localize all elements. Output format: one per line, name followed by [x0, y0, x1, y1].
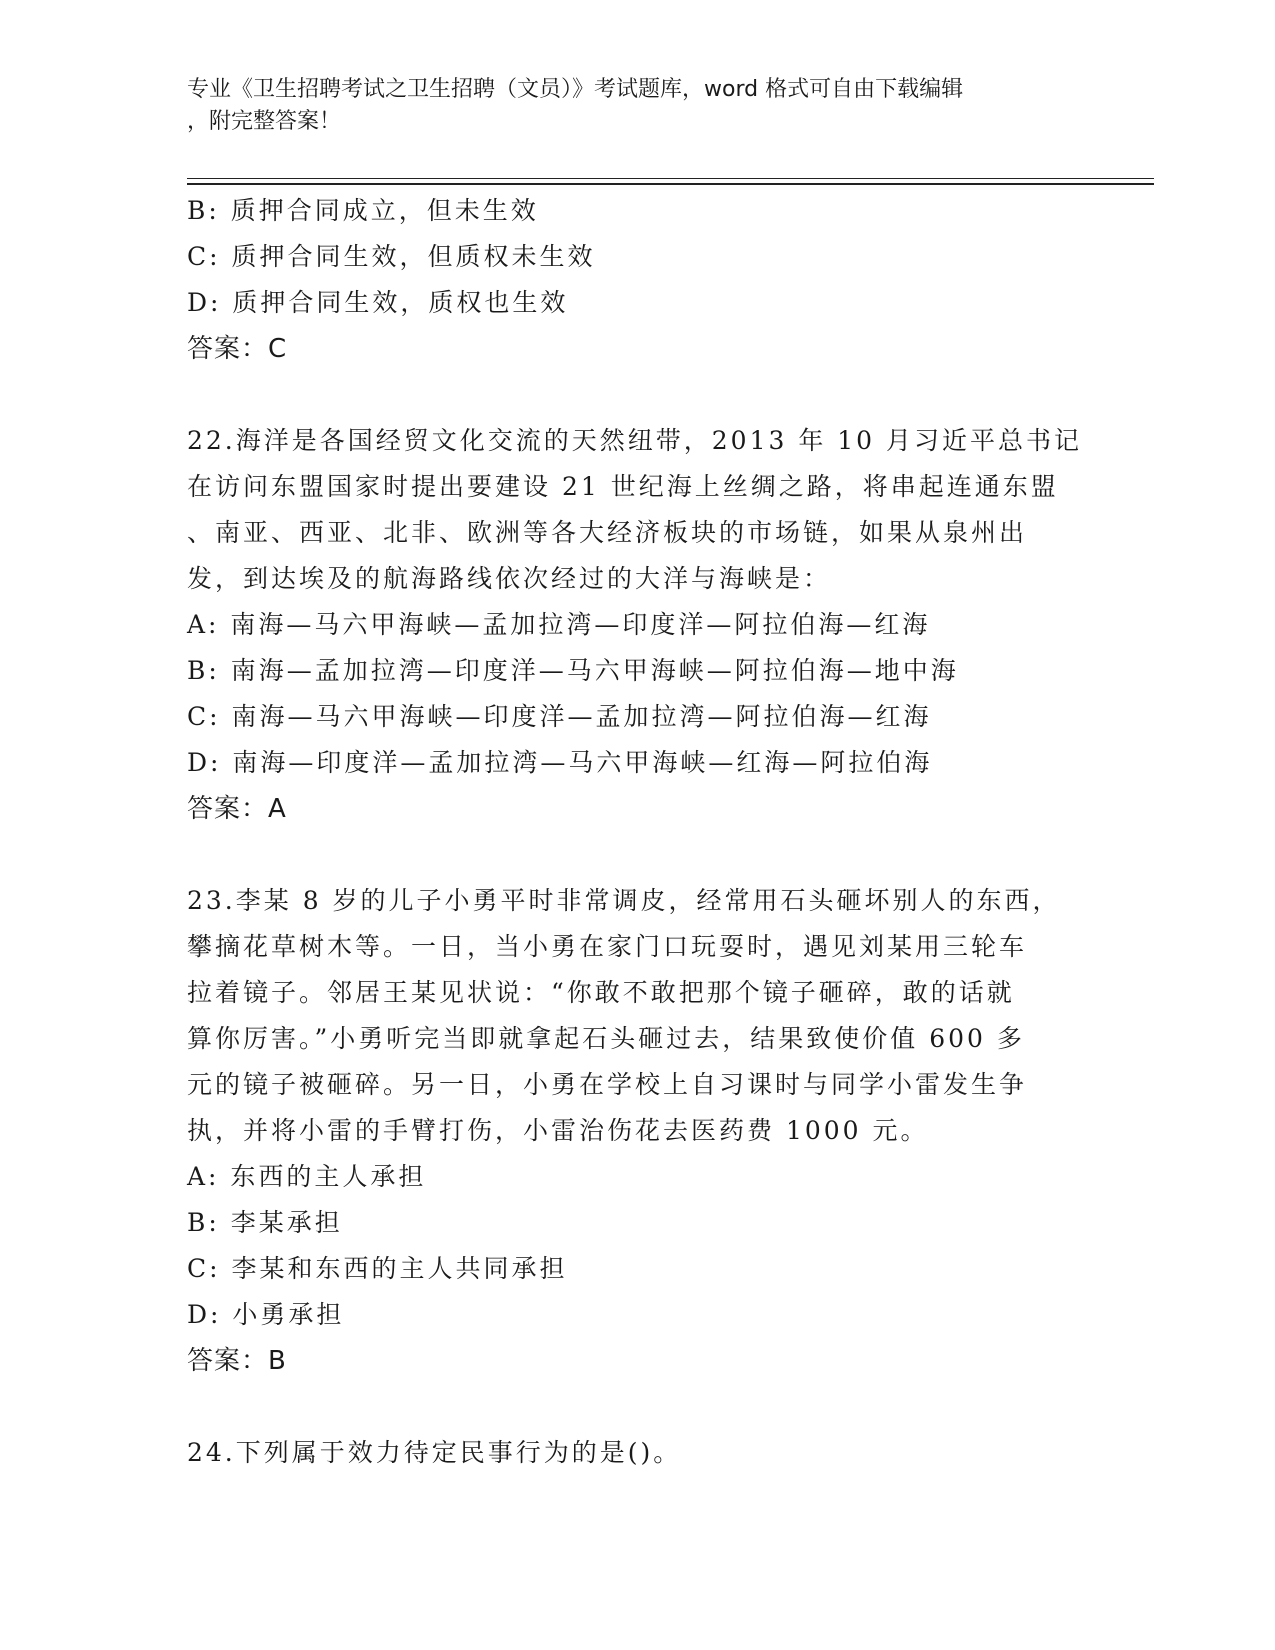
- header-rule-thick: [187, 183, 1154, 185]
- question-stem-line: 攀摘花草树木等。一日，当小勇在家门口玩耍时，遇见刘某用三轮车: [187, 932, 1028, 961]
- question-24: [187, 1430, 1067, 1476]
- option-b: B: 南海—孟加拉湾—印度洋—马六甲海峡—阿拉伯海—地中海: [187, 656, 959, 685]
- option-b: B: 质押合同成立，但未生效: [187, 196, 539, 225]
- question-23: [187, 878, 1067, 1384]
- question-stem-line: 发，到达埃及的航海路线依次经过的大洋与海峡是：: [187, 564, 832, 593]
- answer: 答案：A: [187, 794, 287, 824]
- document-body: [187, 188, 1083, 1476]
- header-line-2: ，附完整答案！: [187, 109, 342, 134]
- answer: 答案：C: [187, 334, 288, 364]
- question-stem-line: 元的镜子被砸碎。另一日，小勇在学校上自习课时与同学小雷发生争: [187, 1070, 1028, 1099]
- question-stem-line: 23.李某 8 岁的儿子小勇平时非常调皮，经常用石头砸坏别人的东西，: [187, 886, 1061, 915]
- option-c: C: 南海—马六甲海峡—印度洋—孟加拉湾—阿拉伯海—红海: [187, 702, 932, 731]
- question-22: [187, 418, 1083, 832]
- option-d: D: 南海—印度洋—孟加拉湾—马六甲海峡—红海—阿拉伯海: [187, 748, 933, 777]
- question-stem-line: 算你厉害。”小勇听完当即就拿起石头砸过去，结果致使价值 600 多: [187, 1024, 1025, 1053]
- question-stem-line: 执，并将小雷的手臂打伤，小雷治伤花去医药费 1000 元。: [187, 1116, 929, 1145]
- answer: 答案：B: [187, 1346, 287, 1376]
- option-c: C: 李某和东西的主人共同承担: [187, 1254, 568, 1283]
- question-stem-line: 拉着镜子。邻居王某见状说：“你敢不敢把那个镜子砸碎，敢的话就: [187, 978, 1015, 1007]
- question-21: [187, 188, 1067, 372]
- page-header: [187, 74, 1087, 138]
- question-stem-line: 22.海洋是各国经贸文化交流的天然纽带，2013 年 10 月习近平总书记: [187, 426, 1083, 455]
- header-rule-thin: [187, 178, 1154, 179]
- question-stem-line: 24.下列属于效力待定民事行为的是()。: [187, 1438, 682, 1467]
- option-d: D: 小勇承担: [187, 1300, 345, 1329]
- spacer: [187, 1384, 1067, 1430]
- question-stem-line: 在访问东盟国家时提出要建设 21 世纪海上丝绸之路，将串起连通东盟: [187, 472, 1059, 501]
- question-stem-line: 、南亚、西亚、北非、欧洲等各大经济板块的市场链，如果从泉州出: [187, 518, 1028, 547]
- option-a: A: 南海—马六甲海峡—孟加拉湾—印度洋—阿拉伯海—红海: [187, 610, 931, 639]
- option-a: A: 东西的主人承担: [187, 1162, 427, 1191]
- option-b: B: 李某承担: [187, 1208, 343, 1237]
- option-c: C: 质押合同生效，但质权未生效: [187, 242, 596, 271]
- option-d: D: 质押合同生效，质权也生效: [187, 288, 569, 317]
- spacer: [187, 832, 1067, 878]
- header-line-1: 专业《卫生招聘考试之卫生招聘（文员）》考试题库，word 格式可自由下载编辑: [187, 77, 964, 102]
- spacer: [187, 372, 1067, 418]
